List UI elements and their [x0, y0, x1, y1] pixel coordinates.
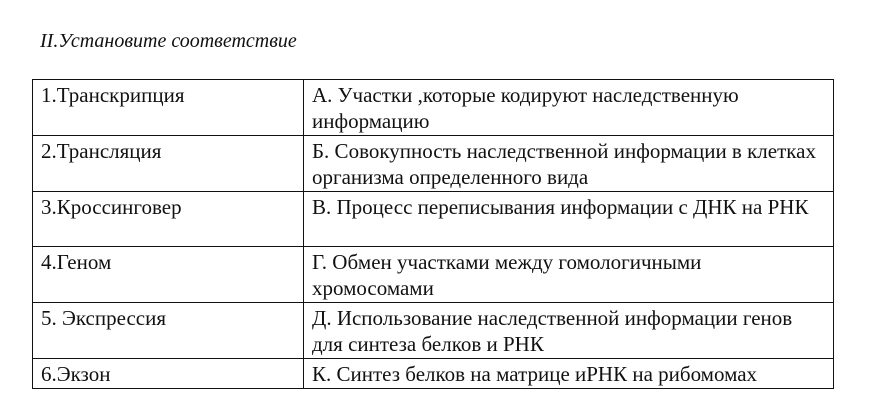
term-cell: 6.Экзон — [33, 359, 304, 389]
term-cell: 4.Геном — [33, 247, 304, 303]
definition-cell: А. Участки ,которые кодируют наследственную информацию — [304, 80, 834, 136]
term-cell: 5. Экспрессия — [33, 303, 304, 359]
table-row — [33, 80, 834, 136]
definition-cell: Д. Использование наследственной информации генов для синтеза белков и РНК — [304, 303, 834, 359]
term-cell: 3.Кроссинговер — [33, 192, 304, 247]
term-cell: 2.Трансляция — [33, 136, 304, 192]
term-cell: 1.Транскрипция — [33, 80, 304, 136]
task-title: II.Установите соответствие — [40, 30, 297, 52]
table-row — [33, 247, 834, 303]
table-row — [33, 303, 834, 359]
table-row — [33, 136, 834, 192]
matching-table — [32, 79, 834, 389]
definition-cell: В. Процесс переписывания информации с ДНК на РНК — [304, 192, 834, 247]
table-row — [33, 192, 834, 247]
definition-cell: Г. Обмен участками между гомологичными хромосомами — [304, 247, 834, 303]
table-row — [33, 359, 834, 389]
definition-cell: Б. Совокупность наследственной информации в клетках организма определенного вида — [304, 136, 834, 192]
definition-cell: К. Синтез белков на матрице иРНК на рибомомах — [304, 359, 834, 389]
